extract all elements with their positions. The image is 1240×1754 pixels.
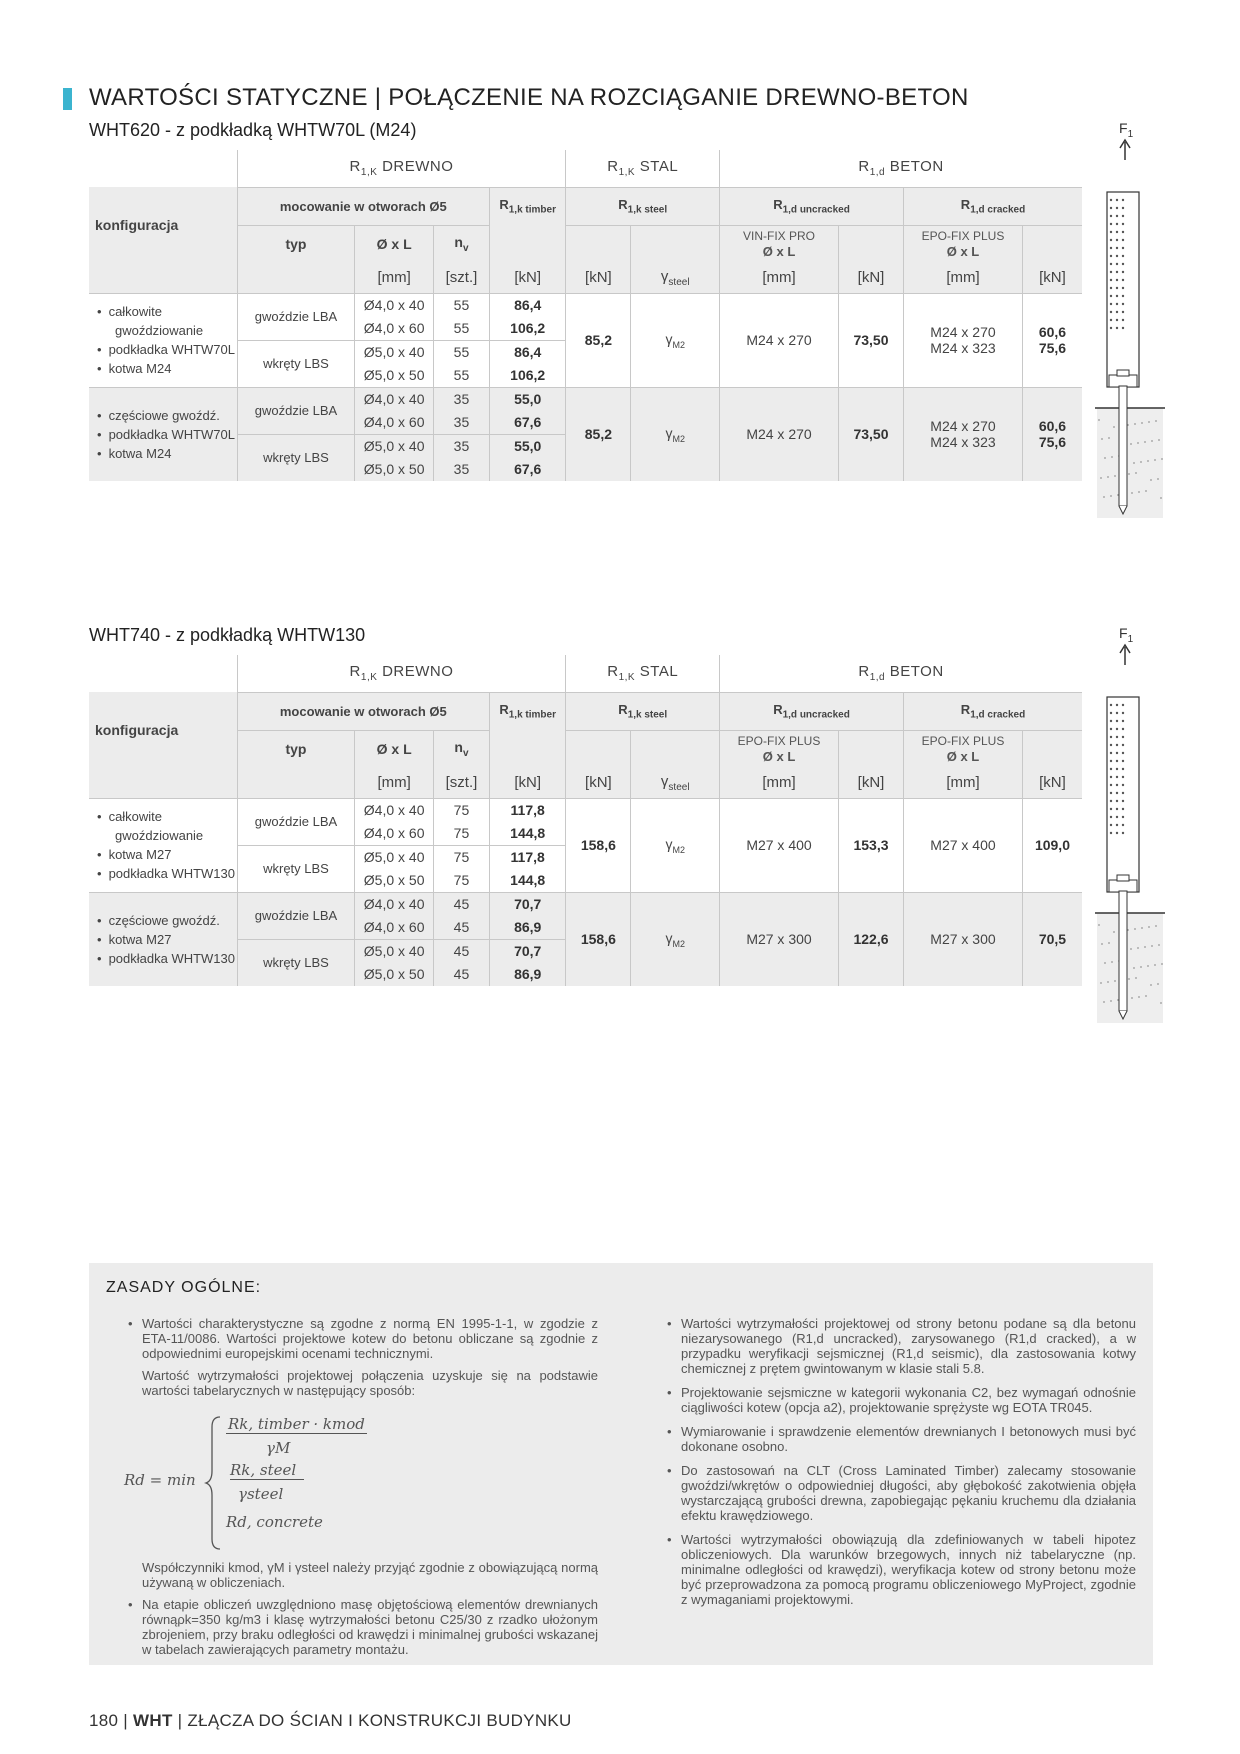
header-r-cracked: $R_{1,d cracked}$: [904, 692, 1082, 730]
static-values-table-1: [89, 150, 1082, 481]
header-r-uncracked: $R_{1,d uncracked}$: [720, 692, 904, 730]
header-drewno: $R_{1,K}$ DREWNO: [237, 655, 566, 692]
config-item: • podkładka WHTW130: [97, 864, 237, 883]
title-text: z podkładką: [176, 120, 278, 140]
general-left-p1: • Wartości charakterystyczne są zgodne z normą EN 1995-1-1, w zgodzie z ETA-11/0086. Wartości projektowe kotew do betonu obliczane są zgodnie z odpowiednimi europejskimi ocenami technicznymi.: [142, 1316, 598, 1361]
unit-cell: [szt.]: [433, 263, 489, 293]
formula-3: Rd, concrete: [226, 1513, 323, 1531]
general-left-p2: Wartość wytrzymałości projektowej połączenia uzyskuje się na podstawie wartości tabelarycznych w następujący sposób:: [142, 1368, 598, 1398]
r-timber-value: 117,8: [490, 798, 566, 822]
uncracked-value: 122,6: [838, 892, 903, 986]
nv-value: 55: [433, 317, 489, 341]
dxl-value: Ø5,0 x 40: [355, 939, 434, 963]
footer-sep-2: |: [172, 1711, 188, 1730]
cracked-dim: M24 x 270 M24 x 323: [904, 293, 1023, 387]
nv-value: 45: [433, 892, 489, 916]
r-timber-value: 106,2: [490, 317, 566, 341]
header-cracked-product: EPO-FIX PLUS Ø x L: [904, 730, 1023, 768]
blank-cell: [89, 150, 237, 187]
nv-value: 75: [433, 798, 489, 822]
cracked-value: 109,0: [1022, 798, 1082, 892]
gamma-value: $\gamma_{M2}$: [631, 293, 720, 387]
header-blank: [490, 225, 566, 263]
nv-value: 75: [433, 822, 489, 846]
unit-cell: [mm]: [904, 768, 1023, 798]
header-konfiguracja: konfiguracja: [89, 692, 237, 798]
cracked-value: 60,6 75,6: [1022, 293, 1082, 387]
footer-sep-1: |: [118, 1711, 134, 1730]
unit-cell: [kN]: [566, 263, 631, 293]
unit-cell: $\gamma_{steel}$: [631, 263, 720, 293]
r-steel-value: 85,2: [566, 293, 631, 387]
washer-code: WHTW70L (M24): [277, 120, 417, 140]
config-item: • całkowite: [97, 302, 237, 321]
config-item: gwoździowanie: [115, 828, 204, 843]
r-timber-value: 144,8: [490, 869, 566, 893]
config-cell: [89, 387, 237, 481]
general-right-column: [663, 1316, 1136, 1616]
gamma-value: $\gamma_{M2}$: [631, 798, 720, 892]
config-cell: [89, 892, 237, 986]
header-blank: [1022, 730, 1082, 768]
unit-cell: [mm]: [904, 263, 1023, 293]
blank-cell: [89, 655, 237, 692]
header-blank: [566, 730, 631, 768]
r-timber-value: 55,0: [490, 434, 566, 458]
r-timber-value: 55,0: [490, 387, 566, 411]
nv-value: 45: [433, 916, 489, 940]
unit-cell: [kN]: [1039, 269, 1066, 287]
title-accent-bar: [63, 88, 72, 110]
uncracked-dim: M27 x 400: [720, 798, 839, 892]
unit-cell: [mm]: [720, 263, 839, 293]
nv-value: 55: [433, 340, 489, 364]
bracket-diagram-2: [1095, 625, 1165, 1035]
dxl-value: Ø4,0 x 40: [355, 387, 434, 411]
header-blank: [838, 225, 903, 263]
header-blank: [631, 225, 720, 263]
fastener-type: wkręty LBS: [237, 939, 355, 986]
nv-value: 45: [433, 963, 489, 987]
table-row: [89, 293, 1082, 317]
config-item: • częściowe gwoźdź.: [97, 911, 237, 930]
config-item: • częściowe gwoźdź.: [97, 406, 237, 425]
fastener-type: gwoździe LBA: [237, 293, 355, 340]
nv-value: 35: [433, 387, 489, 411]
general-left-item-2: • Na etapie obliczeń uwzględniono masę objętościową elementów drewnianych równąρk=350 kg/m3 i klasę wytrzymałości betonu C25/30 z rzadko ułożonym zbrojeniem, przy braku odległości od krawędzi i minimalnej grubości wskazanej w tabelach zawierających parametry montażu.: [124, 1597, 598, 1657]
r-timber-value: 86,9: [490, 916, 566, 940]
header-r-steel: $R_{1,k steel}$: [566, 692, 720, 730]
fastener-type: wkręty LBS: [237, 845, 355, 892]
general-right-item: • Projektowanie sejsmiczne w kategorii wykonania C2, bez wymagań odnośnie ciągliwości kotew (opcja a2), projektowanie sprężyste wg EOTA TR045.: [663, 1385, 1136, 1415]
title-sep: -: [160, 625, 177, 645]
header-stal: $R_{1,K}$ STAL: [566, 150, 720, 187]
fastener-type: gwoździe LBA: [237, 798, 355, 845]
dxl-value: Ø4,0 x 40: [355, 892, 434, 916]
design-formula: [124, 1413, 424, 1553]
config-cell: [89, 798, 237, 892]
table-2-title: [89, 625, 365, 646]
header-r-timber: $R_{1,k timber}$: [490, 692, 566, 730]
r-timber-value: 117,8: [490, 845, 566, 869]
unit-cell: [kN]: [1039, 774, 1066, 792]
general-right-item: • Do zastosowań na CLT (Cross Laminated Timber) zalecamy stosowanie gwoździ/wkrętów o odpowiedniej długości, aby głębokość zakotwienia objęła wystarczającą grubości drewna, zapobiegając pękaniu kruchemu dla działania efektu krawędziowego.: [663, 1463, 1136, 1523]
config-item: • podkładka WHTW70L: [97, 425, 237, 444]
nv-value: 75: [433, 845, 489, 869]
dxl-value: Ø5,0 x 50: [355, 458, 434, 482]
dxl-value: Ø5,0 x 40: [355, 845, 434, 869]
header-r-timber: $R_{1,k timber}$: [490, 187, 566, 225]
general-left-item-1: [124, 1316, 598, 1398]
table-row: [89, 798, 1082, 822]
general-left-column: [124, 1316, 598, 1405]
header-mocowanie: mocowanie w otworach Ø5: [237, 692, 489, 730]
dxl-value: Ø5,0 x 50: [355, 364, 434, 388]
general-right-item: • Wartości wytrzymałości obowiązują dla zdefiniowanych w tabeli hipotez obliczeniowych. Dla warunków brzegowych, innych niż tabelaryczne (np. minimalne odległości od krawędzi), weryfikacja kotew od strony betonu może być przeprowadzona za pomocą programu obliczeniowego MyProject, zgodnie z wymaganiami projektowymi.: [663, 1532, 1136, 1607]
general-principles-title: ZASADY OGÓLNE:: [106, 1279, 262, 1296]
header-blank: [631, 730, 720, 768]
uncracked-dim: M27 x 300: [720, 892, 839, 986]
config-item: • kotwa M24: [97, 444, 237, 463]
r-timber-value: 86,4: [490, 340, 566, 364]
footer-text: ZŁĄCZA DO ŚCIAN I KONSTRUKCJI BUDYNKU: [187, 1711, 572, 1730]
dxl-value: Ø5,0 x 40: [355, 434, 434, 458]
general-left-column-2: [124, 1560, 598, 1657]
r-timber-value: 67,6: [490, 458, 566, 482]
cracked-value: 70,5: [1022, 892, 1082, 986]
header-nv: $n_v$: [433, 225, 489, 263]
unit-cell: [mm]: [720, 768, 839, 798]
unit-cell: [237, 263, 355, 293]
unit-cell: $\gamma_{steel}$: [631, 768, 720, 798]
static-values-table-2: [89, 655, 1082, 986]
page-footer: [89, 1711, 572, 1731]
nv-value: 55: [433, 364, 489, 388]
header-beton: $R_{1,d}$ BETON: [720, 150, 1082, 187]
r-timber-value: 67,6: [490, 411, 566, 435]
r-timber-value: 106,2: [490, 364, 566, 388]
unit-cell: [kN]: [490, 263, 566, 293]
header-drewno: $R_{1,K}$ DREWNO: [237, 150, 566, 187]
r-timber-value: 70,7: [490, 939, 566, 963]
dxl-value: Ø4,0 x 40: [355, 798, 434, 822]
header-mocowanie: mocowanie w otworach Ø5: [237, 187, 489, 225]
general-right-item: • Wymiarowanie i sprawdzenie elementów drewnianych I betonowych musi być dokonane osobno.: [663, 1424, 1136, 1454]
nv-value: 35: [433, 458, 489, 482]
header-blank: [838, 730, 903, 768]
dxl-value: Ø5,0 x 50: [355, 963, 434, 987]
formula-brace: [204, 1413, 224, 1553]
title-sep: -: [160, 120, 177, 140]
r-steel-value: 85,2: [566, 387, 631, 481]
nv-value: 55: [433, 293, 489, 317]
dxl-value: Ø4,0 x 60: [355, 411, 434, 435]
r-steel-value: 158,6: [566, 798, 631, 892]
fastener-type: gwoździe LBA: [237, 387, 355, 434]
config-cell: [89, 293, 237, 387]
header-dxl: Ø x L: [355, 730, 434, 768]
header-uncracked-product: EPO-FIX PLUS Ø x L: [720, 730, 839, 768]
unit-cell: [kN]: [838, 263, 903, 293]
uncracked-value: 73,50: [838, 387, 903, 481]
footer-brand: WHT: [133, 1711, 173, 1730]
cracked-dim: M27 x 400: [904, 798, 1023, 892]
force-label: $F_1$: [1119, 625, 1134, 645]
header-uncracked-product: VIN-FIX PRO Ø x L: [720, 225, 839, 263]
table-row: [89, 892, 1082, 916]
unit-cell: [mm]: [355, 768, 434, 798]
general-right-item: • Wartości wytrzymałości projektowej od strony betonu podane są dla betonu niezarysowanego (R1,d uncracked), zarysowanego (R1,d cracked), a w przypadku weryfikacji sejsmicznej (R1,d seismic), dla zastosowania kotwy chemicznej z prętem gwintowanym w klasie stali 5.8.: [663, 1316, 1136, 1376]
dxl-value: Ø4,0 x 60: [355, 317, 434, 341]
page-title: WARTOŚCI STATYCZNE | POŁĄCZENIE NA ROZCIĄGANIE DREWNO-BETON: [89, 84, 969, 111]
header-r-uncracked: $R_{1,d uncracked}$: [720, 187, 904, 225]
r-timber-value: 86,9: [490, 963, 566, 987]
table-row: [89, 387, 1082, 411]
header-r-steel: $R_{1,k steel}$: [566, 187, 720, 225]
header-nv: $n_v$: [433, 730, 489, 768]
nv-value: 35: [433, 411, 489, 435]
dxl-value: Ø5,0 x 50: [355, 869, 434, 893]
nv-value: 35: [433, 434, 489, 458]
r-timber-value: 86,4: [490, 293, 566, 317]
config-item: gwoździowanie: [115, 323, 204, 338]
config-item: • podkładka WHTW70L: [97, 340, 237, 359]
gamma-value: $\gamma_{M2}$: [631, 892, 720, 986]
fastener-type: wkręty LBS: [237, 434, 355, 481]
unit-cell: [mm]: [355, 263, 434, 293]
header-cracked-product: EPO-FIX PLUS Ø x L: [904, 225, 1023, 263]
cracked-dim: M24 x 270 M24 x 323: [904, 387, 1023, 481]
header-blank: [566, 225, 631, 263]
page-number: 180: [89, 1711, 119, 1730]
product-code: WHT620: [89, 120, 161, 140]
gamma-value: $\gamma_{M2}$: [631, 387, 720, 481]
washer-code: WHTW130: [277, 625, 366, 645]
config-item: • kotwa M27: [97, 845, 237, 864]
nv-value: 75: [433, 869, 489, 893]
bracket-diagram-1: [1095, 120, 1165, 530]
header-beton: $R_{1,d}$ BETON: [720, 655, 1082, 692]
unit-cell: [szt.]: [433, 768, 489, 798]
force-label: $F_1$: [1119, 120, 1134, 140]
dxl-value: Ø4,0 x 60: [355, 822, 434, 846]
r-timber-value: 144,8: [490, 822, 566, 846]
product-code: WHT740: [89, 625, 161, 645]
header-konfiguracja: konfiguracja: [89, 187, 237, 293]
dxl-value: Ø4,0 x 60: [355, 916, 434, 940]
header-typ: typ: [237, 225, 355, 263]
dxl-value: Ø5,0 x 40: [355, 340, 434, 364]
uncracked-dim: M24 x 270: [720, 387, 839, 481]
formula-lhs: Rd = min: [124, 1471, 196, 1489]
unit-cell: [kN]: [838, 768, 903, 798]
fastener-type: wkręty LBS: [237, 340, 355, 387]
header-stal: $R_{1,K}$ STAL: [566, 655, 720, 692]
formula-2-denominator: γsteel: [238, 1485, 284, 1503]
config-item: • podkładka WHTW130: [97, 949, 237, 968]
config-item: • kotwa M27: [97, 930, 237, 949]
unit-cell: [kN]: [566, 768, 631, 798]
header-blank: [1022, 225, 1082, 263]
r-timber-value: 70,7: [490, 892, 566, 916]
unit-cell: [kN]: [490, 768, 566, 798]
formula-2-numerator: Rk, steel: [230, 1461, 304, 1480]
title-text: z podkładką: [176, 625, 278, 645]
unit-cell: [237, 768, 355, 798]
nv-value: 45: [433, 939, 489, 963]
uncracked-value: 73,50: [838, 293, 903, 387]
uncracked-value: 153,3: [838, 798, 903, 892]
cracked-dim: M27 x 300: [904, 892, 1023, 986]
dxl-value: Ø4,0 x 40: [355, 293, 434, 317]
header-blank: [490, 730, 566, 768]
fastener-type: gwoździe LBA: [237, 892, 355, 939]
formula-1-numerator: Rk, timber · kmod: [228, 1415, 365, 1433]
table-1-title: [89, 120, 416, 141]
header-r-cracked: $R_{1,d cracked}$: [904, 187, 1082, 225]
r-steel-value: 158,6: [566, 892, 631, 986]
uncracked-dim: M24 x 270: [720, 293, 839, 387]
header-dxl: Ø x L: [355, 225, 434, 263]
config-item: • całkowite: [97, 807, 237, 826]
general-left-p3: Współczynniki kmod, γM i γsteel należy przyjąć zgodnie z obowiązującą normą używaną w obliczeniach.: [142, 1560, 598, 1590]
cracked-value: 60,6 75,6: [1022, 387, 1082, 481]
config-item: • kotwa M24: [97, 359, 237, 378]
header-typ: typ: [237, 730, 355, 768]
formula-1-denominator: γM: [266, 1439, 291, 1457]
